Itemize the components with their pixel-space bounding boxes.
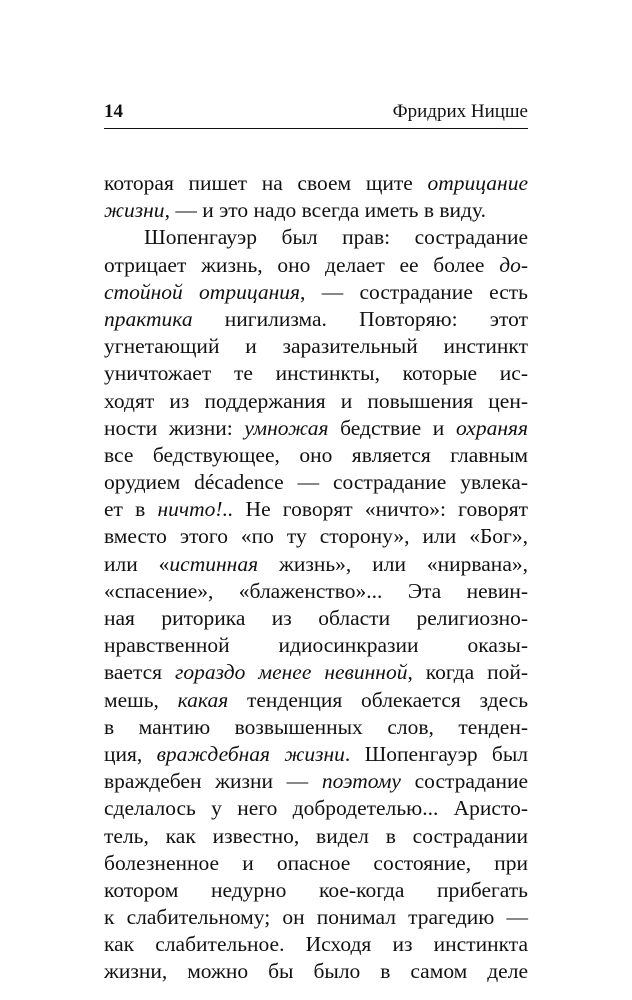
text-segment: жизни, можно бы было в самом деле — [104, 959, 528, 984]
text-line — [104, 224, 528, 251]
text-segment: тенденция облекается здесь — [228, 687, 528, 712]
text-segment: или « — [104, 551, 170, 576]
text-segment: котором недурно кое-когда прибегать — [104, 877, 528, 902]
text-line — [104, 197, 528, 224]
text-segment: враждебен жизни — — [104, 769, 322, 794]
text-segment: ная риторика из области религиозно- — [104, 606, 528, 630]
header-rule — [104, 128, 528, 129]
text-segment: бедствие и — [328, 415, 456, 440]
text-segment: тель, как известно, видел в сострадании — [104, 823, 528, 848]
text-line — [104, 823, 528, 850]
text-line — [104, 415, 528, 442]
text-segment: «спасение», «блаженство»... Эта невин- — [104, 578, 528, 603]
text-line — [104, 877, 528, 904]
text-segment: Не говорят «ничто»: говорят — [233, 497, 528, 522]
text-segment: ет в — [104, 497, 158, 522]
text-line — [104, 741, 528, 768]
text-segment: ходят из поддержания и повышения цен- — [104, 388, 528, 413]
text-line — [104, 252, 528, 279]
italic-text: охраняя — [455, 415, 529, 440]
text-line — [104, 279, 528, 306]
text-segment: . Шопенгауэр был — [344, 741, 528, 766]
text-line — [104, 523, 528, 550]
text-segment: вается — [104, 660, 176, 685]
italic-text: истинная — [169, 551, 259, 576]
text-segment: как слабительное. Исходя из инстинкта — [104, 932, 528, 957]
text-segment: , — и это надо всегда иметь в виду. — [164, 198, 486, 223]
italic-text: гораздо менее невинной — [175, 660, 408, 685]
body-text — [104, 170, 528, 986]
text-line — [104, 388, 528, 415]
text-segment: в мантию возвышенных слов, тенден- — [104, 714, 528, 739]
text-segment: угнетающий и заразительный инстинкт — [104, 334, 528, 359]
text-line — [104, 850, 528, 877]
italic-text: умножая — [244, 415, 329, 440]
text-line — [104, 659, 528, 686]
text-line — [104, 306, 528, 333]
italic-text: враждебная жизни — [156, 741, 345, 766]
text-segment: жизнь», или «нирвана», — [258, 551, 528, 576]
italic-text: поэтому — [321, 769, 401, 794]
text-segment: к слабительному; он понимал трагедию — — [104, 905, 528, 930]
text-segment: орудием décadence — сострадание увлека- — [104, 470, 528, 495]
text-segment: ция, — [104, 741, 157, 766]
text-line — [104, 578, 528, 605]
text-segment: отрицает жизнь, оно делает ее более — [104, 252, 500, 277]
text-segment: , — сострадание есть — [300, 279, 528, 304]
text-line — [104, 714, 528, 741]
italic-text: какая — [177, 687, 229, 712]
text-line — [104, 958, 528, 985]
text-line — [104, 496, 528, 523]
text-segment: мешь, — [104, 687, 178, 712]
text-segment: , когда пой- — [407, 660, 529, 685]
running-head: Фридрих Ницше — [392, 101, 528, 122]
page-number: 14 — [104, 101, 123, 122]
text-line — [104, 605, 528, 632]
text-line — [104, 632, 528, 659]
text-segment: сделалось у него добродетелью... Аристо- — [104, 796, 528, 821]
text-line — [104, 469, 528, 496]
text-line — [104, 170, 528, 197]
text-line — [104, 360, 528, 387]
text-segment: нигилизма. Повторяю: этот — [192, 306, 528, 331]
text-segment: ности жизни: — [104, 415, 245, 440]
italic-text: ничто!.. — [157, 497, 234, 522]
italic-text: практика — [104, 306, 193, 331]
text-segment: Шопенгауэр был прав: сострадание — [144, 225, 528, 250]
text-line — [104, 931, 528, 958]
text-line — [104, 442, 528, 469]
text-segment: болезненное и опасное состояние, при — [104, 850, 528, 875]
page-header — [104, 99, 528, 125]
text-line — [104, 795, 528, 822]
italic-text: отрицание — [427, 171, 528, 195]
italic-text: жизни — [104, 198, 165, 223]
text-line — [104, 687, 528, 714]
text-segment: сострадание — [400, 769, 529, 794]
text-line — [104, 333, 528, 360]
text-segment: уничтожает те инстинкты, которые ис- — [104, 361, 528, 386]
text-segment: все бедствующее, оно является главным — [104, 442, 528, 467]
text-line — [104, 904, 528, 931]
text-segment: нравственной идиосинкразии оказы- — [104, 633, 528, 658]
text-line — [104, 768, 528, 795]
italic-text: до- — [499, 252, 528, 277]
text-line — [104, 551, 528, 578]
italic-text: стойной отрицания — [104, 279, 300, 304]
text-segment: вместо этого «по ту сторону», или «Бог», — [104, 524, 528, 549]
text-segment: которая пишет на своем щите — [104, 171, 428, 195]
